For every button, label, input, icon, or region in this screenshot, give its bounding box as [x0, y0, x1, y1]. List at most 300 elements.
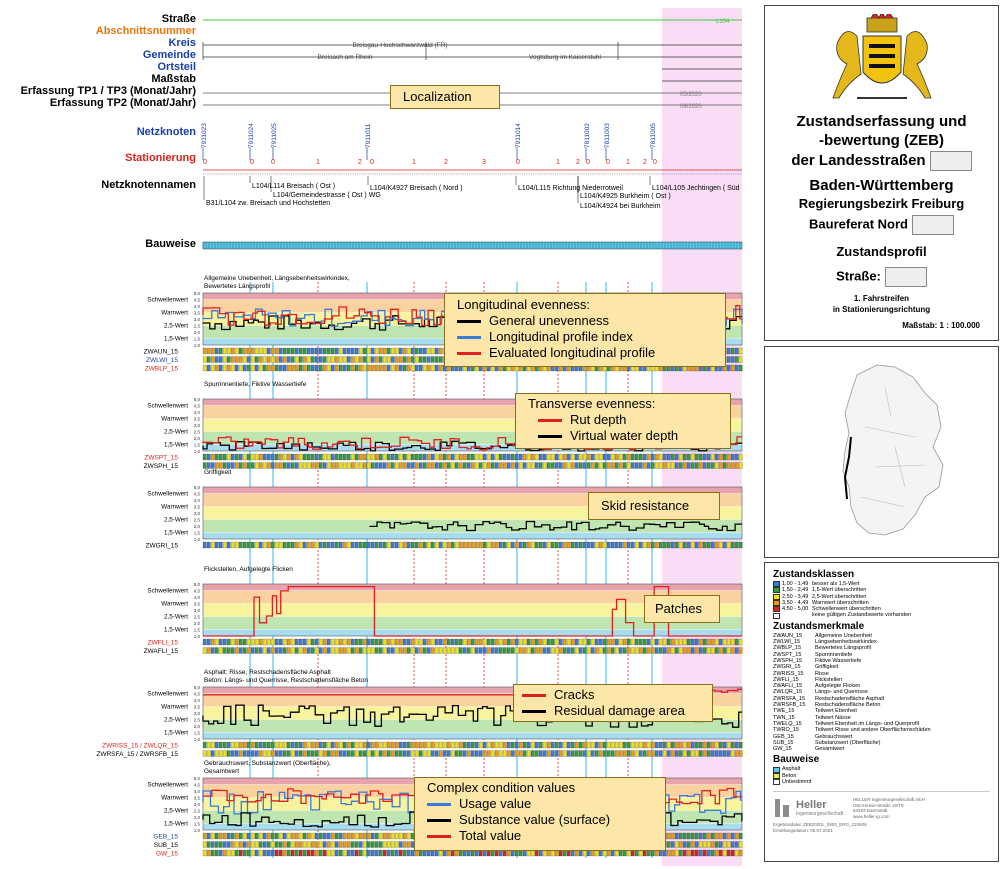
class-cell: [475, 542, 478, 548]
class-cell: [695, 463, 698, 469]
class-cell: [619, 751, 622, 757]
class-cell: [211, 639, 214, 645]
header-label: Netzknoten: [136, 126, 196, 138]
class-cell: [203, 751, 206, 757]
class-cell: [699, 648, 702, 654]
class-cell: [287, 454, 290, 460]
class-cell: [347, 542, 350, 548]
y-tick-label: 4,0: [193, 698, 200, 703]
class-cell: [259, 348, 262, 354]
y-tick-label: 3,5: [193, 504, 200, 510]
class-cell: [707, 639, 710, 645]
class-cell: [415, 357, 418, 363]
class-cell: [431, 648, 434, 654]
class-cell: [291, 542, 294, 548]
class-cell: [503, 751, 506, 757]
class-cell: [683, 639, 686, 645]
class-cell: [527, 454, 530, 460]
class-cell: [311, 742, 314, 748]
class-cell: [247, 463, 250, 469]
class-cell: [499, 454, 502, 460]
class-cell: [255, 357, 258, 363]
class-cell: [343, 850, 346, 856]
class-cell: [519, 648, 522, 654]
class-cell: [619, 454, 622, 460]
class-cell: [323, 639, 326, 645]
panel-title: Spurrinnentiefe, Fiktive Wassertiefe: [204, 381, 307, 388]
class-cell: [603, 648, 606, 654]
class-cell: [399, 454, 402, 460]
class-cell: [463, 542, 466, 548]
class-cell: [375, 463, 378, 469]
class-cell: [203, 348, 206, 354]
class-cell: [635, 542, 638, 548]
class-cell: [563, 742, 566, 748]
class-cell: [699, 542, 702, 548]
class-cell: [223, 850, 226, 856]
class-cell: [243, 833, 246, 839]
class-cell: [647, 463, 650, 469]
class-cell: [463, 639, 466, 645]
class-cell: [487, 648, 490, 654]
class-cell: [415, 463, 418, 469]
class-cell: [591, 463, 594, 469]
class-cell: [611, 742, 614, 748]
class-cell: [355, 463, 358, 469]
class-cell: [407, 833, 410, 839]
class-cell: [523, 742, 526, 748]
class-cell: [287, 365, 290, 371]
class-cell: [379, 454, 382, 460]
class-cell: [259, 842, 262, 848]
class-cell: [215, 454, 218, 460]
class-cell: [439, 348, 442, 354]
class-cell: [435, 742, 438, 748]
class-cell: [483, 742, 486, 748]
class-cell: [327, 833, 330, 839]
class-cell: [283, 454, 286, 460]
class-cell: [339, 348, 342, 354]
class-cell: [415, 742, 418, 748]
class-cell: [711, 842, 714, 848]
class-cell: [275, 454, 278, 460]
class-cell: [655, 742, 658, 748]
class-cell: [595, 742, 598, 748]
class-cell: [583, 454, 586, 460]
annotation-patches-text: Patches: [655, 601, 702, 616]
class-cell: [423, 357, 426, 363]
class-cell: [295, 365, 298, 371]
class-cell: [711, 639, 714, 645]
class-cell: [203, 542, 206, 548]
class-cell: [395, 742, 398, 748]
panel-title-2: Gesamtwert: [204, 768, 240, 775]
class-cell: [239, 751, 242, 757]
legend-feature-text: Teilwert Risse und andere Oberflächenschäden: [815, 727, 931, 734]
legend-feature-code: ZWLQR_15: [773, 689, 803, 696]
y-tick-label: 1,0: [193, 537, 200, 542]
class-cell: [695, 648, 698, 654]
class-cell: [391, 742, 394, 748]
class-cell: [315, 742, 318, 748]
class-cell: [215, 357, 218, 363]
class-cell: [219, 833, 222, 839]
class-cell: [263, 348, 266, 354]
class-cell: [511, 751, 514, 757]
class-cell: [215, 742, 218, 748]
class-cell: [427, 365, 430, 371]
class-cell: [679, 463, 682, 469]
class-cell: [351, 454, 354, 460]
class-cell: [247, 648, 250, 654]
class-cell: [431, 742, 434, 748]
class-cell: [279, 463, 282, 469]
condition-code-label: ZWFLI_15: [147, 639, 178, 647]
class-cell: [407, 842, 410, 848]
class-cell: [511, 639, 514, 645]
class-cell: [319, 842, 322, 848]
class-cell: [259, 542, 262, 548]
class-cell: [395, 850, 398, 856]
legend-virtual-water-depth: Virtual water depth: [570, 428, 679, 443]
class-cell: [475, 454, 478, 460]
class-cell: [303, 833, 306, 839]
class-cell: [655, 463, 658, 469]
class-cell: [671, 751, 674, 757]
class-cell: [683, 463, 686, 469]
class-cell: [359, 454, 362, 460]
class-cell: [691, 542, 694, 548]
class-cell: [695, 454, 698, 460]
class-cell: [399, 348, 402, 354]
legend-feature-text: Bewertetes Längsprofil: [815, 645, 871, 652]
class-cell: [727, 842, 730, 848]
class-cell: [211, 751, 214, 757]
class-cell: [439, 648, 442, 654]
y-tick-label: 4,0: [193, 304, 200, 309]
netzknoten-id: 7811002: [584, 123, 591, 148]
class-cell: [443, 639, 446, 645]
class-cell: [567, 639, 570, 645]
class-cell: [207, 365, 210, 371]
class-cell: [699, 833, 702, 839]
profile-label: Zustandsprofil: [836, 244, 927, 259]
class-cell: [219, 648, 222, 654]
class-cell: [343, 365, 346, 371]
redacted-box-1: [930, 151, 972, 171]
class-cell: [291, 639, 294, 645]
class-cell: [375, 454, 378, 460]
class-cell: [463, 463, 466, 469]
panel-title-2: Beton: Längs- und Querrisse, Restschadensfläche Beton: [204, 677, 369, 684]
class-cell: [715, 463, 718, 469]
state-name: Baden-Württemberg: [809, 177, 954, 194]
class-cell: [643, 742, 646, 748]
class-cell: [223, 639, 226, 645]
class-cell: [303, 850, 306, 856]
class-cell: [711, 751, 714, 757]
class-cell: [379, 542, 382, 548]
class-cell: [243, 648, 246, 654]
class-cell: [715, 751, 718, 757]
class-cell: [479, 542, 482, 548]
class-cell: [287, 542, 290, 548]
class-cell: [367, 463, 370, 469]
header-label: Bauweise: [145, 238, 196, 250]
class-cell: [291, 357, 294, 363]
class-cell: [299, 463, 302, 469]
class-cell: [671, 463, 674, 469]
class-cell: [443, 742, 446, 748]
class-cell: [315, 348, 318, 354]
class-cell: [447, 751, 450, 757]
class-cell: [439, 463, 442, 469]
class-cell: [339, 454, 342, 460]
y-level-label: Warnwert: [161, 503, 188, 511]
class-cell: [379, 850, 382, 856]
class-cell: [711, 542, 714, 548]
station-label: 0: [250, 159, 254, 166]
class-cell: [243, 850, 246, 856]
class-cell: [343, 639, 346, 645]
node-name: L104/L105 Jechtingen ( Süd: [652, 185, 740, 192]
legend-feature-code: GW_15: [773, 746, 792, 753]
class-cell: [303, 751, 306, 757]
class-cell: [367, 751, 370, 757]
class-cell: [339, 850, 342, 856]
class-cell: [235, 742, 238, 748]
class-cell: [311, 463, 314, 469]
class-cell: [495, 751, 498, 757]
class-cell: [427, 357, 430, 363]
legend-class-text: besser als 1,5-Wert: [812, 581, 860, 587]
class-cell: [275, 833, 278, 839]
class-cell: [567, 742, 570, 748]
class-cell: [707, 751, 710, 757]
class-cell: [391, 751, 394, 757]
class-cell: [275, 542, 278, 548]
class-cell: [219, 842, 222, 848]
class-cell: [391, 365, 394, 371]
class-cell: [611, 454, 614, 460]
class-cell: [683, 742, 686, 748]
node-name: L104/K4924 bei Burkheim: [580, 203, 661, 210]
class-cell: [491, 742, 494, 748]
class-cell: [659, 454, 662, 460]
class-cell: [327, 742, 330, 748]
class-cell: [699, 742, 702, 748]
class-cell: [535, 463, 538, 469]
class-cell: [519, 751, 522, 757]
class-cell: [559, 742, 562, 748]
class-cell: [727, 742, 730, 748]
class-cell: [539, 463, 542, 469]
class-cell: [251, 365, 254, 371]
class-cell: [615, 751, 618, 757]
class-cell: [703, 742, 706, 748]
class-cell: [319, 639, 322, 645]
class-cell: [595, 751, 598, 757]
class-cell: [739, 365, 742, 371]
class-cell: [447, 463, 450, 469]
class-cell: [727, 639, 730, 645]
class-cell: [435, 365, 438, 371]
legend-feature-code: SUB_15: [773, 739, 794, 746]
class-cell: [275, 348, 278, 354]
class-cell: [511, 454, 514, 460]
class-cell: [371, 833, 374, 839]
class-cell: [235, 365, 238, 371]
class-cell: [371, 850, 374, 856]
class-cell: [711, 850, 714, 856]
class-cell: [731, 833, 734, 839]
class-cell: [687, 833, 690, 839]
class-cell: [343, 751, 346, 757]
class-cell: [343, 463, 346, 469]
class-cell: [215, 833, 218, 839]
class-cell: [647, 751, 650, 757]
class-cell: [519, 639, 522, 645]
class-cell: [555, 542, 558, 548]
class-cell: [535, 742, 538, 748]
station-label: 3: [482, 159, 486, 166]
class-cell: [275, 365, 278, 371]
class-cell: [407, 639, 410, 645]
class-cell: [635, 648, 638, 654]
class-cell: [383, 639, 386, 645]
class-cell: [659, 463, 662, 469]
class-cell: [415, 365, 418, 371]
class-cell: [639, 742, 642, 748]
class-cell: [363, 850, 366, 856]
annotation-localization: [390, 85, 500, 109]
y-tick-label: 2,0: [193, 621, 200, 626]
class-cell: [391, 842, 394, 848]
class-cell: [667, 463, 670, 469]
class-cell: [571, 542, 574, 548]
condition-code-label: ZWBLP_15: [144, 365, 178, 373]
y-tick-label: 5,0: [193, 485, 200, 490]
class-cell: [323, 648, 326, 654]
class-cell: [287, 648, 290, 654]
class-cell: [663, 454, 666, 460]
y-tick-label: 2,5: [193, 717, 200, 723]
class-cell: [691, 463, 694, 469]
class-cell: [403, 850, 406, 856]
y-level-label: Schwellenwert: [147, 690, 188, 698]
class-cell: [423, 542, 426, 548]
class-cell: [539, 542, 542, 548]
class-cell: [719, 751, 722, 757]
class-cell: [599, 542, 602, 548]
class-cell: [227, 365, 230, 371]
class-cell: [691, 833, 694, 839]
class-cell: [399, 742, 402, 748]
class-cell: [275, 850, 278, 856]
class-cell: [375, 850, 378, 856]
class-cell: [487, 542, 490, 548]
class-cell: [727, 648, 730, 654]
class-cell: [279, 639, 282, 645]
class-cell: [731, 842, 734, 848]
class-cell: [427, 348, 430, 354]
class-cell: [379, 463, 382, 469]
class-cell: [351, 542, 354, 548]
class-cell: [263, 850, 266, 856]
class-cell: [431, 348, 434, 354]
class-cell: [223, 751, 226, 757]
class-cell: [487, 454, 490, 460]
class-cell: [479, 639, 482, 645]
class-cell: [467, 648, 470, 654]
class-cell: [455, 463, 458, 469]
class-cell: [739, 833, 742, 839]
class-cell: [227, 742, 230, 748]
class-cell: [551, 742, 554, 748]
class-cell: [659, 742, 662, 748]
class-cell: [651, 742, 654, 748]
class-cell: [735, 639, 738, 645]
class-cell: [663, 648, 666, 654]
class-cell: [383, 833, 386, 839]
class-cell: [427, 463, 430, 469]
class-cell: [631, 648, 634, 654]
class-cell: [255, 842, 258, 848]
region-name: Regierungsbezirk Freiburg: [798, 196, 965, 211]
class-cell: [227, 542, 230, 548]
class-cell: [435, 751, 438, 757]
class-cell: [515, 639, 518, 645]
class-cell: [543, 742, 546, 748]
class-cell: [503, 463, 506, 469]
station-label: 0: [370, 159, 374, 166]
class-cell: [703, 850, 706, 856]
class-cell: [295, 751, 298, 757]
class-cell: [343, 454, 346, 460]
class-cell: [399, 357, 402, 363]
station-label: 0: [606, 159, 610, 166]
class-cell: [663, 463, 666, 469]
class-cell: [387, 357, 390, 363]
y-level-label: Schwellenwert: [147, 296, 188, 304]
class-cell: [255, 348, 258, 354]
class-cell: [295, 742, 298, 748]
class-cell: [347, 454, 350, 460]
class-cell: [279, 648, 282, 654]
class-cell: [687, 842, 690, 848]
class-cell: [715, 648, 718, 654]
class-cell: [519, 742, 522, 748]
class-cell: [519, 454, 522, 460]
class-cell: [407, 542, 410, 548]
class-cell: [247, 454, 250, 460]
netzknoten-id: 7911023: [201, 123, 208, 148]
class-cell: [639, 463, 642, 469]
class-cell: [267, 348, 270, 354]
class-cell: [207, 542, 210, 548]
tp1-value: 05/2020: [680, 92, 702, 98]
class-cell: [491, 648, 494, 654]
legend-feature-text: Teilwert Ebenheit: [815, 708, 857, 715]
class-cell: [271, 648, 274, 654]
class-cell: [203, 842, 206, 848]
class-cell: [331, 454, 334, 460]
condition-code-label: ZWRISS_15 / ZWLQR_15: [102, 742, 178, 750]
class-cell: [415, 648, 418, 654]
class-cell: [435, 454, 438, 460]
class-cell: [627, 542, 630, 548]
class-cell: [207, 463, 210, 469]
